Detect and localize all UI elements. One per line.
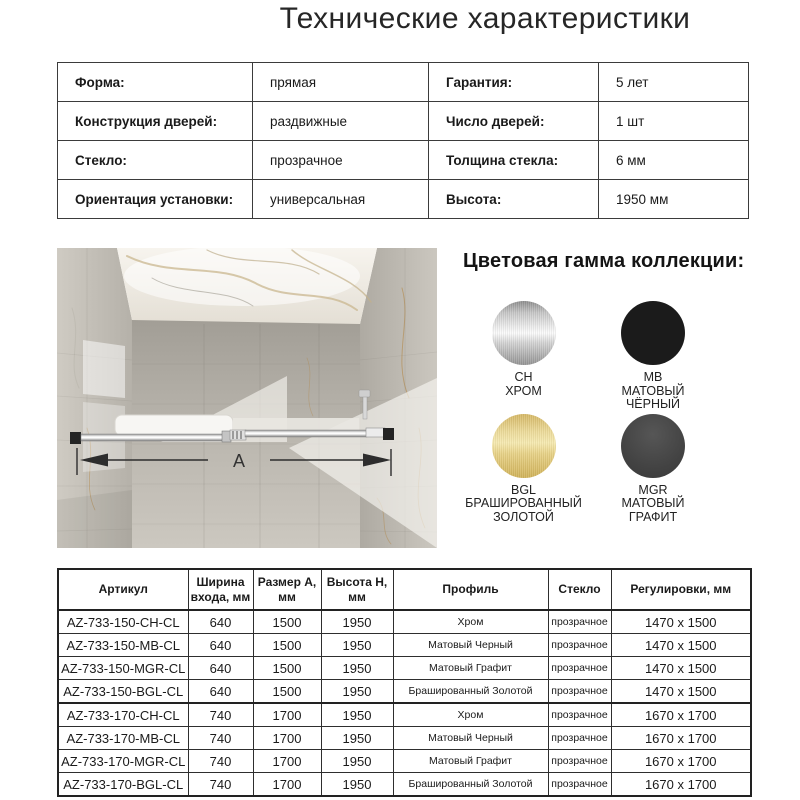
- cell-adjustments: 1670 x 1700: [611, 773, 751, 797]
- spec-value: прозрачное: [253, 141, 429, 180]
- spec-value: 1950 мм: [599, 180, 749, 219]
- cell-glass: прозрачное: [548, 750, 611, 773]
- products-table: [57, 568, 752, 797]
- cell-artikul: AZ-733-150-MB-CL: [58, 634, 188, 657]
- swatch-label: MGR МАТОВЫЙ ГРАФИТ: [621, 482, 685, 524]
- spec-label: Форма:: [58, 63, 253, 102]
- cell-size-a: 1700: [253, 727, 321, 750]
- dimension-label: A: [233, 451, 246, 471]
- cell-profile: Матовый Графит: [393, 657, 548, 680]
- cell-glass: прозрачное: [548, 773, 611, 797]
- swatch-label: CH ХРОМ: [505, 370, 542, 398]
- cell-artikul: AZ-733-170-BGL-CL: [58, 773, 188, 797]
- cell-adjustments: 1470 x 1500: [611, 657, 751, 680]
- cell-profile: Матовый Черный: [393, 727, 548, 750]
- header-size-a: Размер А, мм: [253, 569, 321, 610]
- swatch-mb-matte-black: [592, 301, 714, 412]
- cell-entry-width: 740: [188, 727, 253, 750]
- products-header-row: [58, 569, 751, 610]
- cell-glass: прозрачное: [548, 634, 611, 657]
- shower-column: [363, 395, 367, 419]
- header-profile: Профиль: [393, 569, 548, 610]
- cell-entry-width: 640: [188, 657, 253, 680]
- cell-height-h: 1950: [321, 634, 393, 657]
- spec-row: [58, 180, 749, 219]
- cell-entry-width: 640: [188, 610, 253, 634]
- shower-head: [359, 390, 370, 397]
- cell-adjustments: 1470 x 1500: [611, 610, 751, 634]
- cell-glass: прозрачное: [548, 727, 611, 750]
- swatch-mgr-matte-graphite: [592, 414, 714, 525]
- spec-value: универсальная: [253, 180, 429, 219]
- cell-adjustments: 1670 x 1700: [611, 750, 751, 773]
- cell-profile: Матовый Черный: [393, 634, 548, 657]
- cell-profile: Матовый Графит: [393, 750, 548, 773]
- matte-graphite-color-circle: [621, 414, 685, 478]
- product-row: [58, 773, 751, 797]
- header-entry-width: Ширина входа, мм: [188, 569, 253, 610]
- brushed-gold-color-circle: [492, 414, 556, 478]
- cell-height-h: 1950: [321, 773, 393, 797]
- spec-table: [57, 62, 749, 219]
- cell-height-h: 1950: [321, 657, 393, 680]
- shower-room-render: [57, 248, 437, 548]
- product-row: [58, 680, 751, 704]
- spec-value: 5 лет: [599, 63, 749, 102]
- spec-label: Конструкция дверей:: [58, 102, 253, 141]
- cell-entry-width: 740: [188, 703, 253, 727]
- product-row: [58, 750, 751, 773]
- cell-adjustments: 1470 x 1500: [611, 634, 751, 657]
- swatch-label: BGL БРАШИРОВАННЫЙ ЗОЛОТОЙ: [465, 482, 582, 524]
- cell-artikul: AZ-733-170-CH-CL: [58, 703, 188, 727]
- product-row: [58, 634, 751, 657]
- cell-size-a: 1700: [253, 703, 321, 727]
- product-row: [58, 657, 751, 680]
- cell-artikul: AZ-733-170-MB-CL: [58, 727, 188, 750]
- window-reflection: [83, 340, 125, 398]
- shower-tray: [115, 415, 233, 436]
- swatch-grid: [455, 301, 755, 524]
- cell-adjustments: 1470 x 1500: [611, 680, 751, 704]
- product-row: [58, 610, 751, 634]
- color-collection-heading: Цветовая гамма коллекции:: [463, 250, 745, 272]
- spec-label: Толщина стекла:: [429, 141, 599, 180]
- cell-entry-width: 740: [188, 773, 253, 797]
- swatch-label: MB МАТОВЫЙ ЧЁРНЫЙ: [621, 370, 685, 411]
- cell-adjustments: 1670 x 1700: [611, 703, 751, 727]
- header-artikul: Артикул: [58, 569, 188, 610]
- cell-glass: прозрачное: [548, 657, 611, 680]
- cell-profile: Брашированный Золотой: [393, 773, 548, 797]
- cell-size-a: 1700: [253, 750, 321, 773]
- cell-artikul: AZ-733-150-CH-CL: [58, 610, 188, 634]
- matte-black-color-circle: [621, 301, 685, 365]
- spec-label: Число дверей:: [429, 102, 599, 141]
- product-photo: [57, 248, 437, 548]
- cell-artikul: AZ-733-150-MGR-CL: [58, 657, 188, 680]
- spec-row: [58, 141, 749, 180]
- header-glass: Стекло: [548, 569, 611, 610]
- cell-glass: прозрачное: [548, 680, 611, 704]
- spec-label: Стекло:: [58, 141, 253, 180]
- cell-size-a: 1500: [253, 610, 321, 634]
- cell-height-h: 1950: [321, 703, 393, 727]
- spec-value: прямая: [253, 63, 429, 102]
- cell-artikul: AZ-733-150-BGL-CL: [58, 680, 188, 704]
- cell-artikul: AZ-733-170-MGR-CL: [58, 750, 188, 773]
- spec-value: 1 шт: [599, 102, 749, 141]
- cell-entry-width: 640: [188, 634, 253, 657]
- cell-entry-width: 740: [188, 750, 253, 773]
- floor-shadow: [57, 490, 132, 548]
- spec-label: Гарантия:: [429, 63, 599, 102]
- spec-label: Высота:: [429, 180, 599, 219]
- chrome-color-circle: [492, 301, 556, 365]
- cell-adjustments: 1670 x 1700: [611, 727, 751, 750]
- cell-height-h: 1950: [321, 680, 393, 704]
- cell-glass: прозрачное: [548, 703, 611, 727]
- cell-entry-width: 640: [188, 680, 253, 704]
- color-collection-section: [455, 250, 755, 524]
- page-title: Технические характеристики: [279, 2, 691, 35]
- spec-label: Ориентация установки:: [58, 180, 253, 219]
- cell-height-h: 1950: [321, 750, 393, 773]
- product-row: [58, 703, 751, 727]
- cell-profile: Хром: [393, 610, 548, 634]
- spec-row: [58, 63, 749, 102]
- swatch-bgl-brushed-gold: [455, 414, 592, 525]
- header-adjustments: Регулировки, мм: [611, 569, 751, 610]
- swatch-ch-chrome: [455, 301, 592, 412]
- cell-size-a: 1500: [253, 634, 321, 657]
- cell-height-h: 1950: [321, 610, 393, 634]
- cell-profile: Хром: [393, 703, 548, 727]
- cell-size-a: 1700: [253, 773, 321, 797]
- cell-height-h: 1950: [321, 727, 393, 750]
- spec-value: 6 мм: [599, 141, 749, 180]
- cell-glass: прозрачное: [548, 610, 611, 634]
- cell-profile: Брашированный Золотой: [393, 680, 548, 704]
- cell-size-a: 1500: [253, 657, 321, 680]
- product-row: [58, 727, 751, 750]
- cell-size-a: 1500: [253, 680, 321, 704]
- spec-value: раздвижные: [253, 102, 429, 141]
- header-height-h: Высота Н, мм: [321, 569, 393, 610]
- spec-row: [58, 102, 749, 141]
